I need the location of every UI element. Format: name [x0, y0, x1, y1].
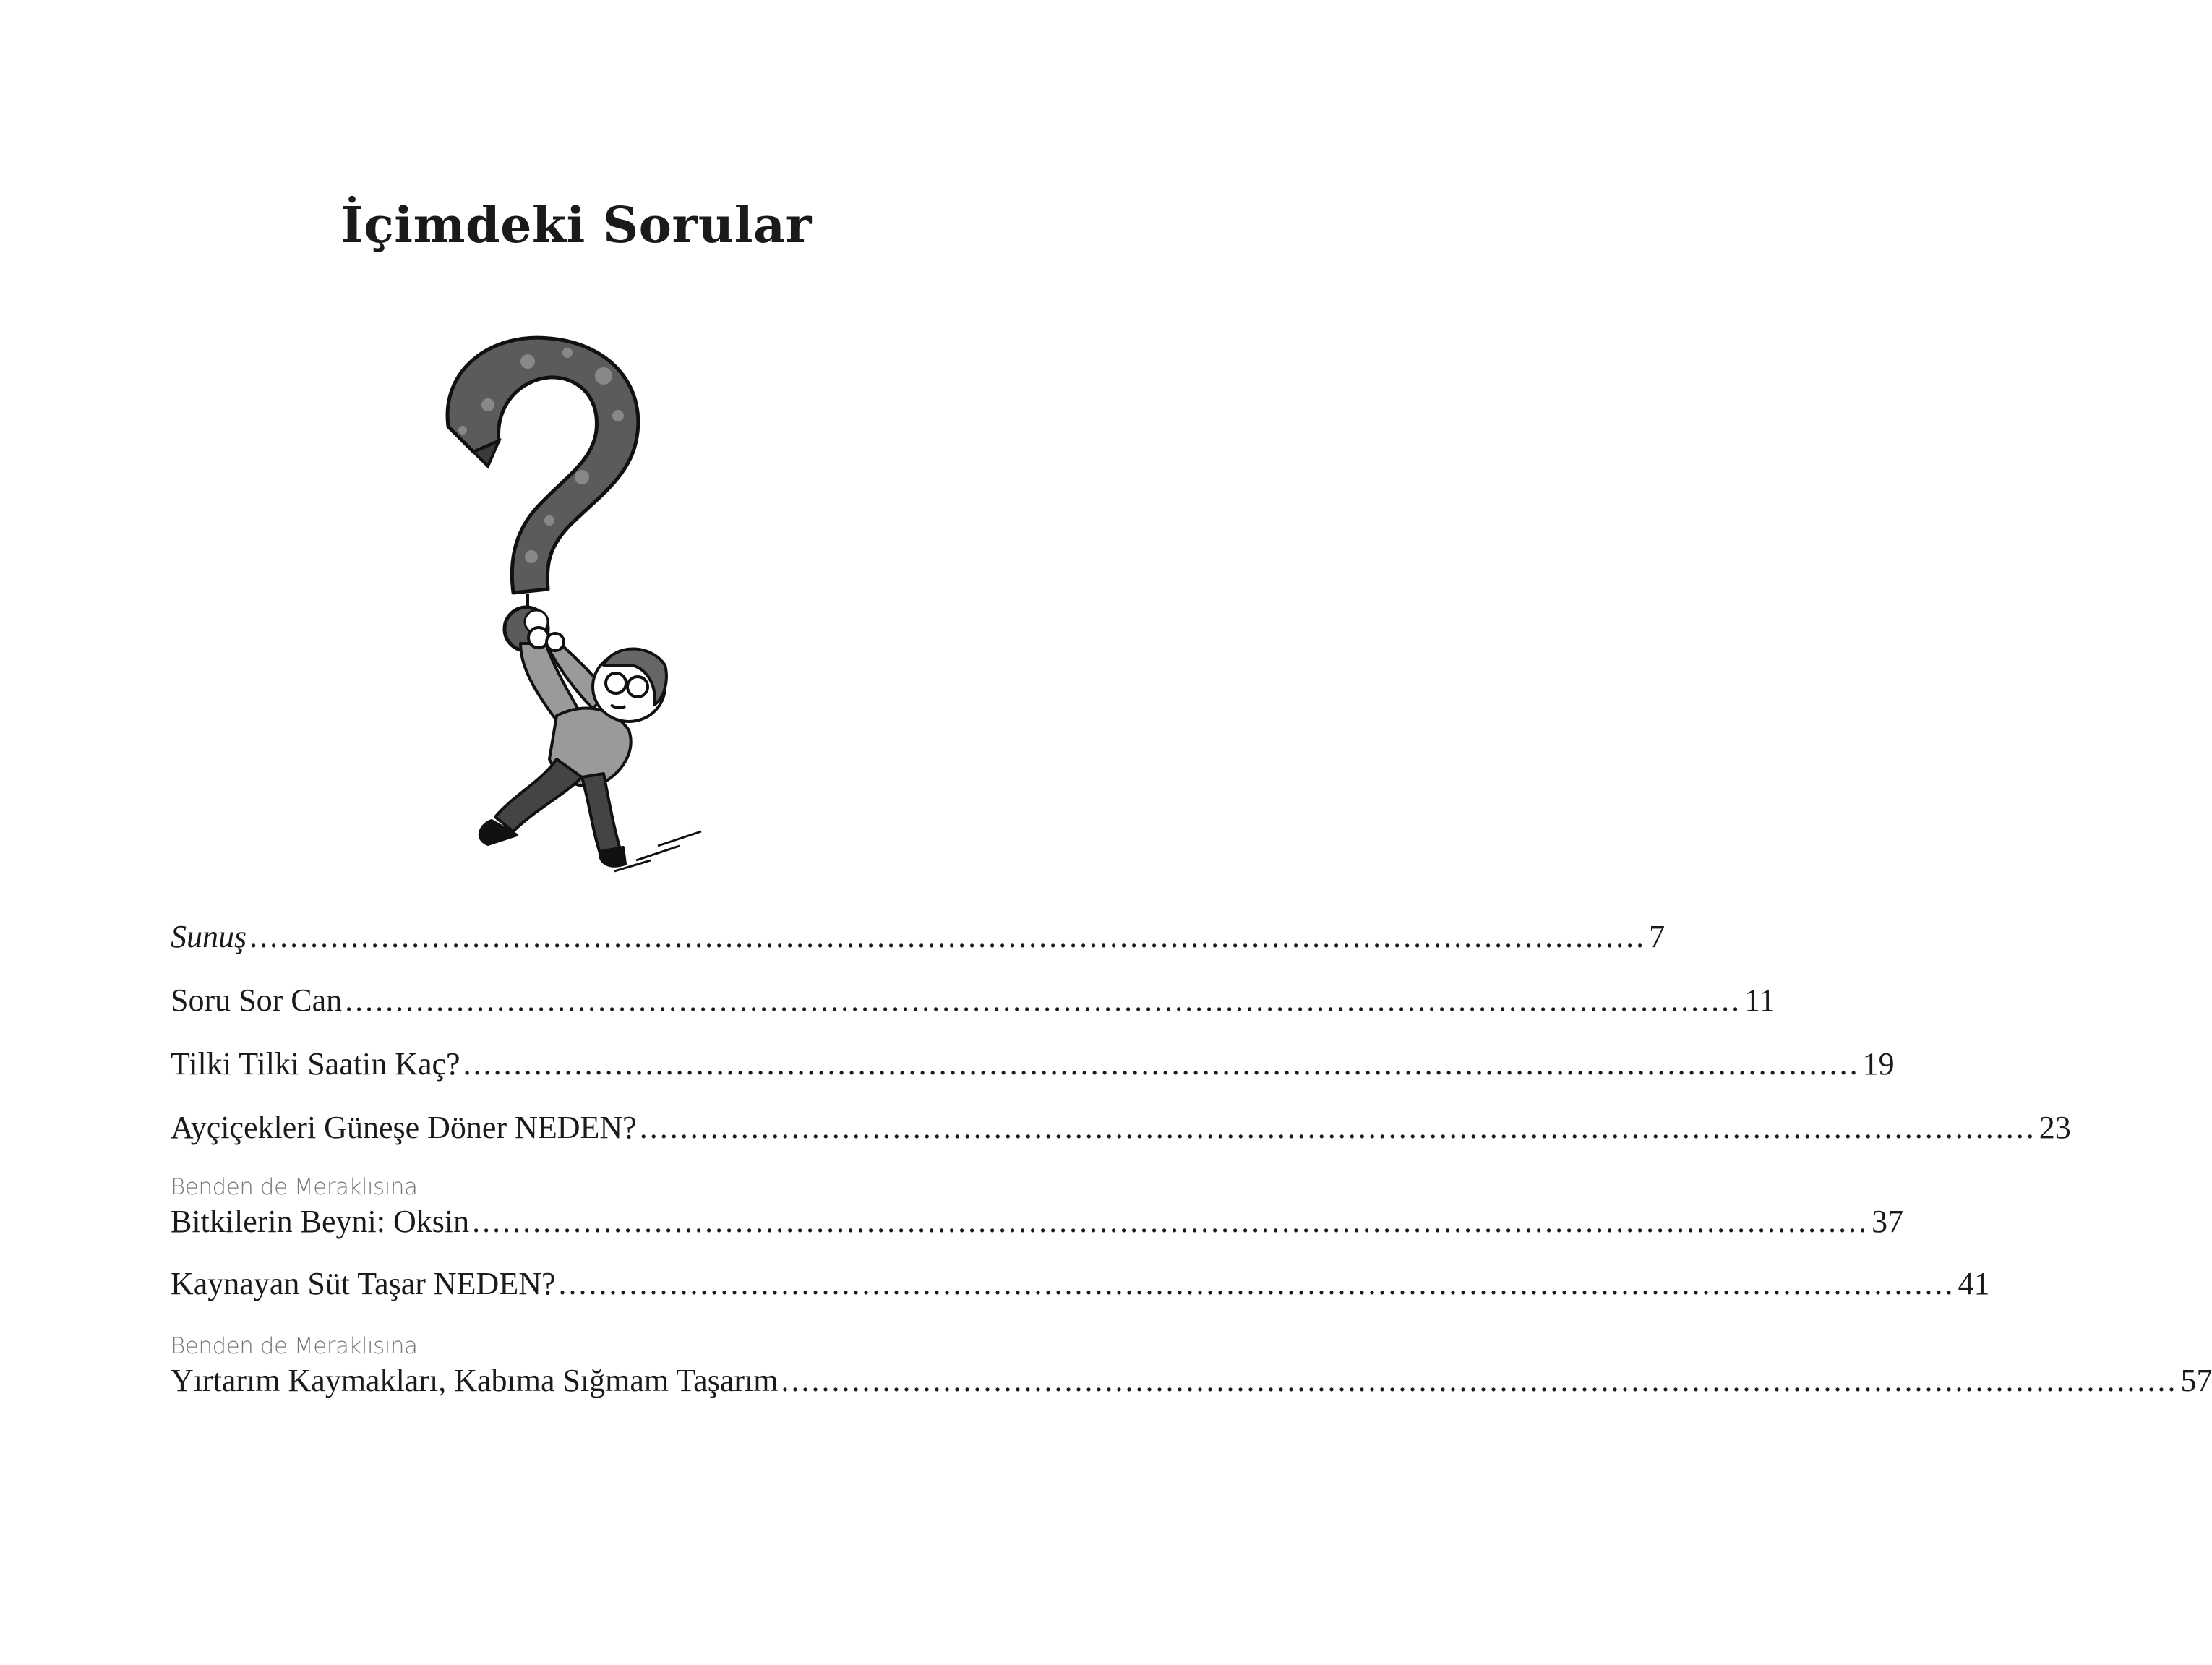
toc-entry-kicker: Benden de Meraklısına: [171, 1174, 418, 1200]
toc-line: [171, 980, 1775, 1021]
toc-page-number: 23: [2039, 1110, 2071, 1145]
boy-hanging-from-question-mark-illustration: [419, 325, 737, 875]
toc-line: [171, 1108, 2071, 1148]
toc-leader-dots: ..........................................................................................................................................: [639, 1110, 2036, 1145]
toc-entry[interactable]: [171, 1332, 2212, 1401]
toc-entry[interactable]: [171, 1264, 1990, 1304]
toc-entry-title: Sunuş: [171, 919, 247, 954]
toc-page-number: 41: [1958, 1266, 1990, 1301]
toc-line: [171, 1202, 1904, 1242]
toc-line: [171, 1361, 2212, 1401]
toc-page-number: 7: [1649, 919, 1666, 954]
toc-entry-title: Bitkilerin Beyni: Oksin: [171, 1204, 470, 1239]
boy-figure: [480, 628, 666, 866]
toc-leader-dots: ..........................................................................................................................................: [345, 983, 1742, 1018]
toc-leader-dots: ..........................................................................................................................................: [463, 1046, 1860, 1082]
toc-page-number: 11: [1744, 983, 1775, 1018]
toc-leader-dots: ..........................................................................................................................................: [472, 1204, 1869, 1239]
question-mark-icon: [447, 338, 638, 651]
toc-line: [171, 917, 1666, 957]
toc-entry[interactable]: [171, 1173, 1904, 1242]
toc-leader-dots: ..........................................................................................................................................: [249, 919, 1647, 954]
toc-entry-title: Tilki Tilki Saatin Kaç?: [171, 1046, 460, 1082]
toc-entry-title: Soru Sor Can: [171, 983, 343, 1018]
motion-lines: [614, 831, 701, 871]
toc-page-number: 19: [1862, 1046, 1895, 1082]
toc-line: [171, 1044, 1895, 1084]
toc-entry-title: Yırtarım Kaymakları, Kabıma Sığmam Taşarım: [171, 1363, 779, 1398]
toc-entry[interactable]: [171, 917, 1666, 957]
toc-leader-dots: ..........................................................................................................................................: [781, 1363, 2178, 1398]
toc-page-number: 37: [1872, 1204, 1904, 1239]
toc-entry-kicker: Benden de Meraklısına: [171, 1333, 418, 1359]
page-title: İçimdeki Sorular: [340, 197, 812, 254]
toc-entry[interactable]: [171, 980, 1775, 1021]
toc-entry[interactable]: [171, 1044, 1895, 1084]
toc-page-number: 57: [2180, 1363, 2212, 1398]
toc-entry-title: Ayçiçekleri Güneşe Döner NEDEN?: [171, 1110, 637, 1145]
toc-entry[interactable]: [171, 1108, 2071, 1148]
toc-leader-dots: ..........................................................................................................................................: [558, 1266, 1955, 1301]
toc-entry-title: Kaynayan Süt Taşar NEDEN?: [171, 1266, 556, 1301]
toc-line: [171, 1264, 1990, 1304]
